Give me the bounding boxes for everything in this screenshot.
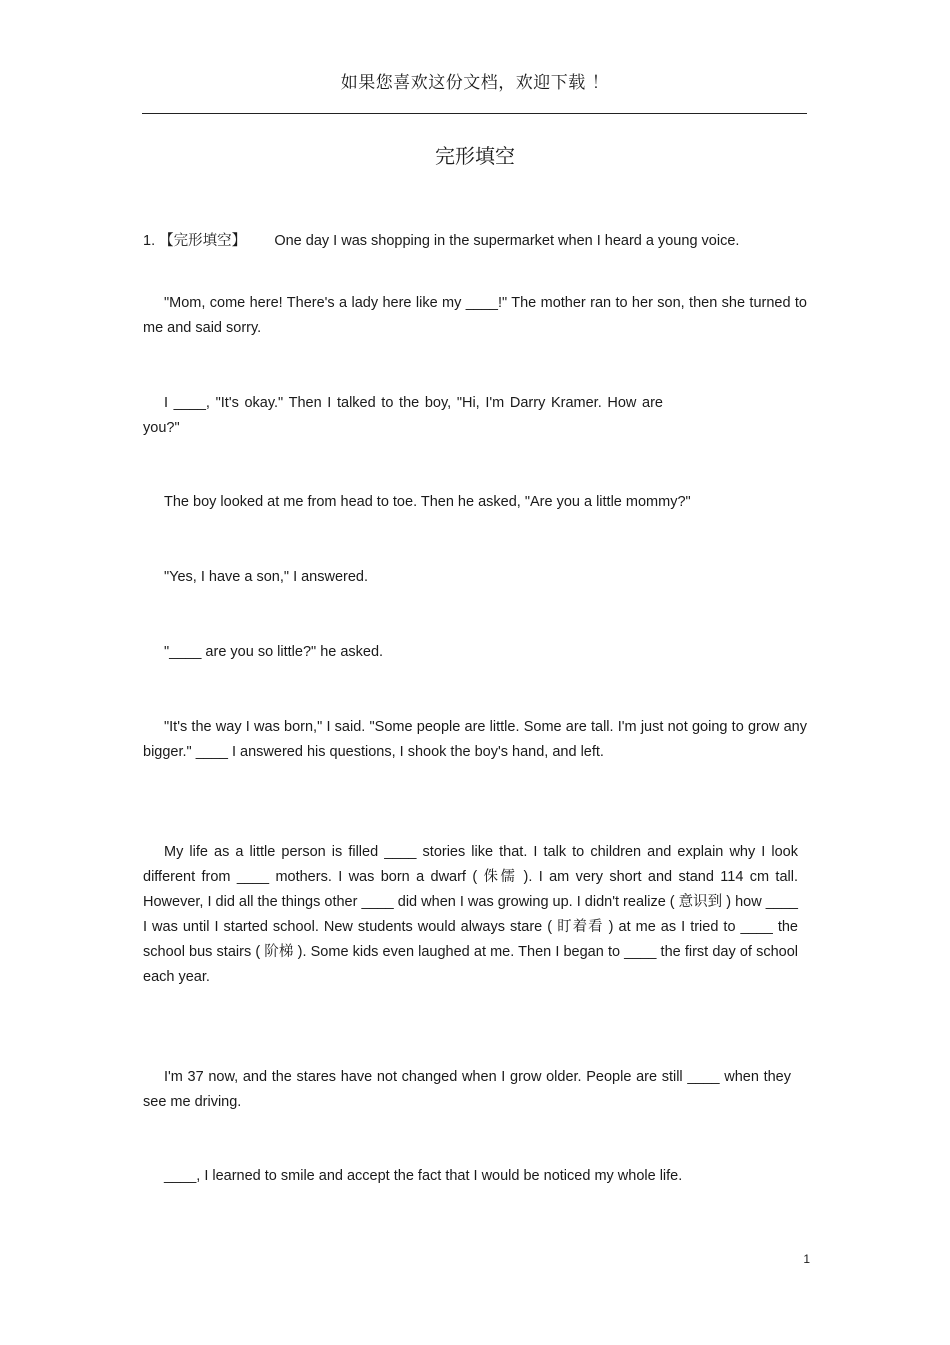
question-number-label: 1. 【完形填空】 xyxy=(143,233,247,249)
paragraph-7: "It's the way I was born," I said. "Some people are little. Some are tall. I'm just not going to grow any bigger." ____ I answered his questions, I shook the boy's hand, and left. xyxy=(143,719,807,760)
question-paragraph-1 xyxy=(143,229,807,254)
page-number: 1 xyxy=(803,1252,810,1266)
page-header: 如果您喜欢这份文档，欢迎下载 ！ xyxy=(340,73,610,93)
paragraph-6: "____ are you so little?" he asked. xyxy=(164,644,384,660)
header-divider xyxy=(142,113,807,114)
paragraph-8: My life as a little person is filled ____ stories like that. I talk to children and explain why I look different from ____ mothers. I was born a dwarf ( 侏儒 ). I am very short and stand 114 cm tall. However, I did all the things other ____ did when I was growing up. I didn't realize ( 意识到 ) how ____ I was until I started school. New students would always stare ( 盯着看 ) at me as I tried to ____ the school bus stairs ( 阶梯 ). Some kids even laughed at me. Then I began to ____ the first day of school each year. xyxy=(143,844,798,985)
paragraph-10: ____, I learned to smile and accept the fact that I would be noticed my whole life. xyxy=(164,1168,683,1184)
paragraph-3: I ____, "It's okay." Then I talked to the boy, "Hi, I'm Darry Kramer. How are you?" xyxy=(143,395,663,436)
paragraph-2: "Mom, come here! There's a lady here like my ____!" The mother ran to her son, then she turned to me and said sorry. xyxy=(143,295,807,336)
paragraph-5: "Yes, I have a son," I answered. xyxy=(164,569,369,585)
paragraph-text: One day I was shopping in the supermarket when I heard a young voice. xyxy=(274,233,740,249)
document-title: 完形填空 xyxy=(435,144,515,168)
paragraph-4: The boy looked at me from head to toe. Then he asked, "Are you a little mommy?" xyxy=(164,494,691,510)
paragraph-9: I'm 37 now, and the stares have not changed when I grow older. People are still ____ when they see me driving. xyxy=(143,1069,791,1110)
